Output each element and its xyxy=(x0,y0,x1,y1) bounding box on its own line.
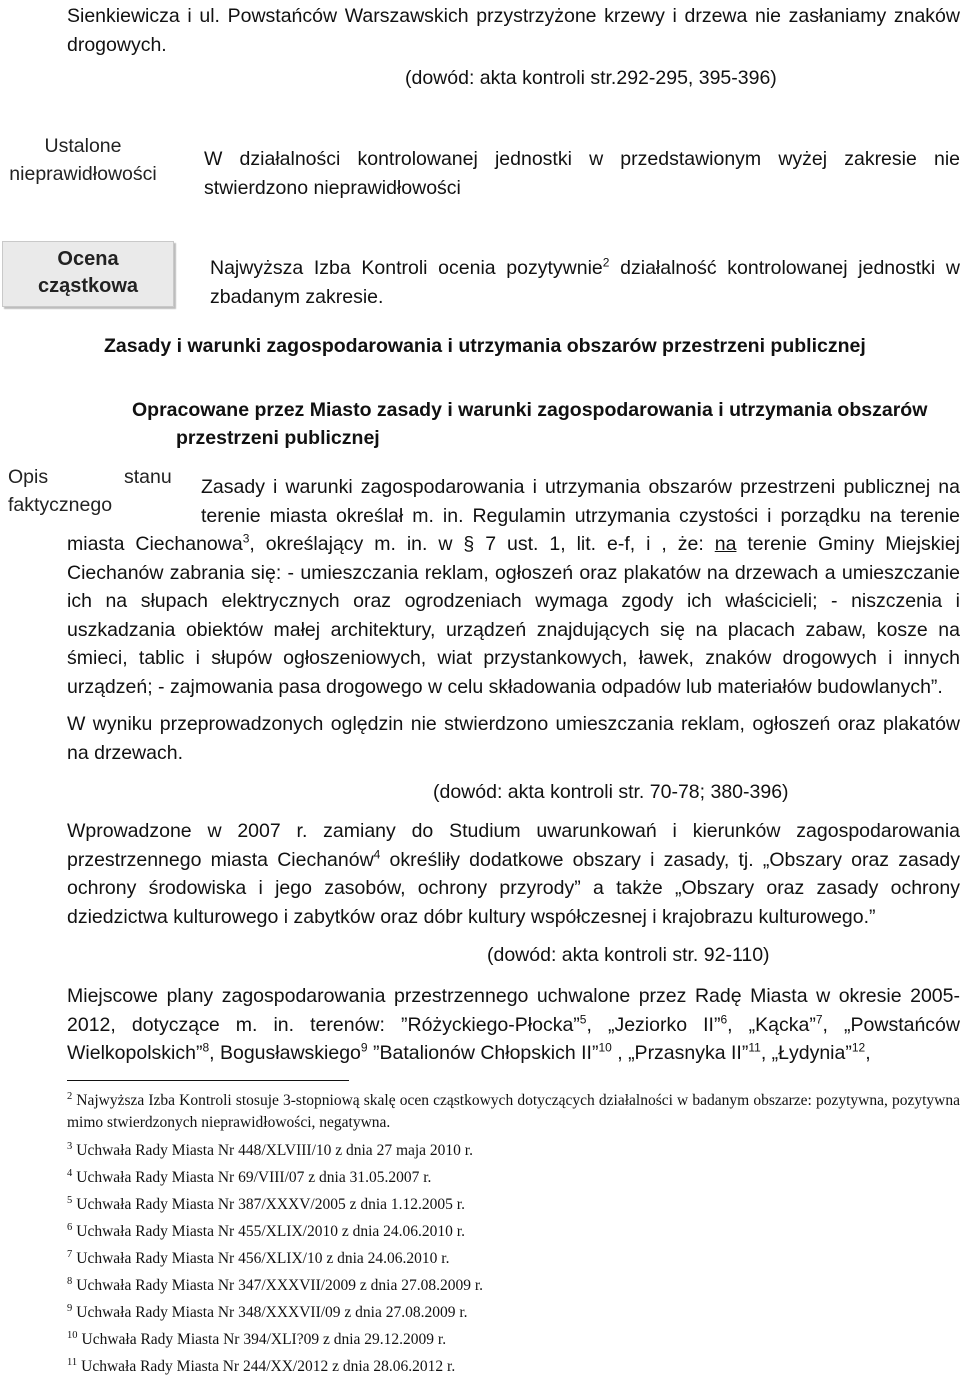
source-note-3: (dowód: akta kontroli str. 92-110) xyxy=(487,944,770,966)
paragraph-plans-part7: , „Przasnyka II” xyxy=(611,1042,749,1064)
paragraph-plans-part2: , „Jeziorko II” xyxy=(586,1013,721,1036)
footnote-number: 11 xyxy=(67,1356,78,1368)
assessment-text xyxy=(210,254,960,311)
footnote-item xyxy=(67,1248,960,1270)
footnote-number: 6 xyxy=(67,1221,73,1233)
footnote-text: Uchwała Rady Miasta Nr 347/XXXVII/2009 z dnia 27.08.2009 r. xyxy=(76,1277,484,1294)
footnote-ref-8[interactable]: 8 xyxy=(202,1040,210,1055)
footnote-item xyxy=(67,1221,960,1243)
paragraph-plans-part6: ”Batalionów Chłopskich II” xyxy=(367,1042,599,1064)
footnote-text: Uchwała Rady Miasta Nr 348/XXXVII/09 z dnia 27.08.2009 r. xyxy=(76,1304,468,1321)
intro-source-note: (dowód: akta kontroli str.292-295, 395-396) xyxy=(405,67,777,89)
footnote-ref-12[interactable]: 12 xyxy=(851,1040,866,1055)
footnote-number: 8 xyxy=(67,1275,73,1287)
footnote-item xyxy=(67,1356,960,1378)
footnote-text: Uchwała Rady Miasta Nr 387/XXXV/2005 z dnia 1.12.2005 r. xyxy=(76,1196,465,1213)
irregularities-text: W działalności kontrolowanej jednostki w przedstawionym wyżej zakresie nie stwierdzono nieprawidłowości xyxy=(204,148,960,199)
intro-continuation-text: Sienkiewicza i ul. Powstańców Warszawskich przystrzyżone krzewy i drzewa nie zasłaniamy znaków drogowych. xyxy=(67,5,960,56)
footnote-text: Uchwała Rady Miasta Nr 455/XLIX/2010 z dnia 24.06.2010 r. xyxy=(76,1223,465,1240)
footnote-ref-9[interactable]: 9 xyxy=(360,1040,368,1055)
paragraph-plans-part4: , „Powstańców Wielkopolskich” xyxy=(67,1013,960,1064)
paragraph-study-part1: Wprowadzone w 2007 r. zamiany do Studium uwarunkowań i kierunków zagospodarowania przestrzennego miasta Ciechanów xyxy=(67,820,960,871)
assessment-text-after: działalność kontrolowanej jednostki w zbadanym zakresie. xyxy=(210,257,960,308)
footnote-number: 7 xyxy=(67,1248,73,1260)
footnote-number: 3 xyxy=(67,1140,73,1152)
footnote-item xyxy=(67,1167,960,1189)
footnote-number: 9 xyxy=(67,1302,73,1314)
subsection-title-text: Opracowane przez Miasto zasady i warunki zagospodarowania i utrzymania obszarów przestrzeni publicznej xyxy=(132,399,928,449)
paragraph-plans-part8: , „Łydynia” xyxy=(760,1042,852,1064)
paragraph-local-plans xyxy=(67,982,960,1068)
footnote-item xyxy=(67,1194,960,1216)
irregularities-label: Ustalone nieprawidłowości xyxy=(9,135,157,185)
footnote-number: 10 xyxy=(67,1329,78,1341)
paragraph-plans-part1: Miejscowe plany zagospodarowania przestrzennego uchwalone przez Radę Miasta w okresie 2005-2012, dotyczące m. in. terenów: ”Różyckiego-Płocka” xyxy=(67,985,960,1036)
footnote-ref-4[interactable]: 4 xyxy=(373,847,381,861)
footnote-item xyxy=(67,1140,960,1162)
footnote-number: 5 xyxy=(67,1194,73,1206)
footnote-ref-7[interactable]: 7 xyxy=(815,1012,823,1026)
paragraph-plans-part5: , Bogusławskiego xyxy=(209,1042,361,1064)
footnote-ref-10[interactable]: 10 xyxy=(598,1040,612,1055)
footnote-item xyxy=(67,1302,960,1324)
footnote-ref-3[interactable]: 3 xyxy=(242,531,250,546)
footnote-text: Uchwała Rady Miasta Nr 394/XLI?09 z dnia 29.12.2009 r. xyxy=(81,1331,447,1348)
footnote-separator xyxy=(67,1080,349,1081)
paragraph-plans-part9: , xyxy=(865,1042,871,1064)
footnote-item xyxy=(67,1329,960,1351)
footnote-text: Uchwała Rady Miasta Nr 244/XX/2012 z dnia 28.06.2012 r. xyxy=(81,1358,456,1375)
footnote-ref-5[interactable]: 5 xyxy=(579,1012,587,1026)
footnote-ref-2[interactable]: 2 xyxy=(602,255,610,270)
factual-state-label-word1: Opis xyxy=(8,466,49,488)
assessment-label: Ocena cząstkowa xyxy=(37,248,139,297)
paragraph-study xyxy=(67,817,960,931)
subsection-title xyxy=(132,396,960,452)
footnote-text: Uchwała Rady Miasta Nr 69/VIII/07 z dnia 31.05.2007 r. xyxy=(76,1169,432,1186)
paragraph-plans-part3: , „Kącka” xyxy=(727,1013,816,1036)
paragraph-regulations-underlined: na xyxy=(714,533,737,555)
assessment-label-box xyxy=(2,241,174,307)
paragraph-regulations-part1: Zasady i warunki zagospodarowania i utrzymania obszarów przestrzeni publicznej na terenie miasta określał m. in. Regulamin utrzymania czystości i porządku na terenie miasta Ciechanowa xyxy=(67,476,960,555)
factual-state-label-word2: stanu xyxy=(124,466,172,488)
footnote-number: 4 xyxy=(67,1167,73,1179)
footnote-number: 2 xyxy=(67,1090,73,1102)
section-title: Zasady i warunki zagospodarowania i utrzymania obszarów przestrzeni publicznej xyxy=(104,335,866,357)
paragraph-regulations-part2: , określający m. in. w § 7 ust. 1, lit. e-f, i , że: xyxy=(249,533,715,555)
paragraph-regulations xyxy=(67,473,960,701)
footnote-item xyxy=(67,1090,960,1134)
source-note-2: (dowód: akta kontroli str. 70-78; 380-396) xyxy=(433,781,789,803)
footnote-text: Najwyższa Izba Kontroli stosuje 3-stopniową skalę ocen cząstkowych dotyczących działalności w badanym obszarze: pozytywna, pozytywna mimo stwierdzonych nieprawidłowości, negatywna. xyxy=(67,1092,960,1131)
paragraph-inspection: W wyniku przeprowadzonych oględzin nie stwierdzono umieszczania reklam, ogłoszeń oraz plakatów na drzewach. xyxy=(67,713,960,764)
paragraph-regulations-part3: terenie Gminy Miejskiej Ciechanów zabrania się: - umieszczania reklam, ogłoszeń oraz plakatów na drzewach a umieszczanie ich na słupach elektrycznych oraz ogrodzeniach wymaga zgody ich właścicieli; - niszczenia i uszkadzania obiektów małej architektury, urządzeń znajdujących się na placach zabaw, kosze na śmieci, tablic i słupów ogłoszeniowych, wiat przystankowych, ławek, znaków drogowych i innych urządzeń; - zajmowania pasa drogowego w celu składowania odpadów lub materiałów budowlanych”. xyxy=(67,533,960,698)
footnote-text: Uchwała Rady Miasta Nr 456/XLIX/10 z dnia 24.06.2010 r. xyxy=(76,1250,450,1267)
footnote-ref-6[interactable]: 6 xyxy=(720,1012,728,1026)
footnotes-list xyxy=(67,1090,960,1383)
footnote-text: Uchwała Rady Miasta Nr 448/XLVIII/10 z dnia 27 maja 2010 r. xyxy=(76,1142,473,1159)
assessment-text-before: Najwyższa Izba Kontroli ocenia pozytywnie xyxy=(210,257,603,279)
float-spacer xyxy=(67,473,201,529)
factual-state-label-word3: faktycznego xyxy=(8,494,113,516)
paragraph-study-part2: określiły dodatkowe obszary i zasady, tj. „Obszary oraz zasady ochrony środowiska i jego zasobów, ochrony przyrody” a także „Obszary oraz zasady ochrony dziedzictwa kulturowego i zabytków oraz dóbr kultury współczesnej i krajobrazu kulturowego.” xyxy=(67,848,960,928)
footnote-ref-11[interactable]: 11 xyxy=(748,1040,761,1055)
footnote-item xyxy=(67,1275,960,1297)
